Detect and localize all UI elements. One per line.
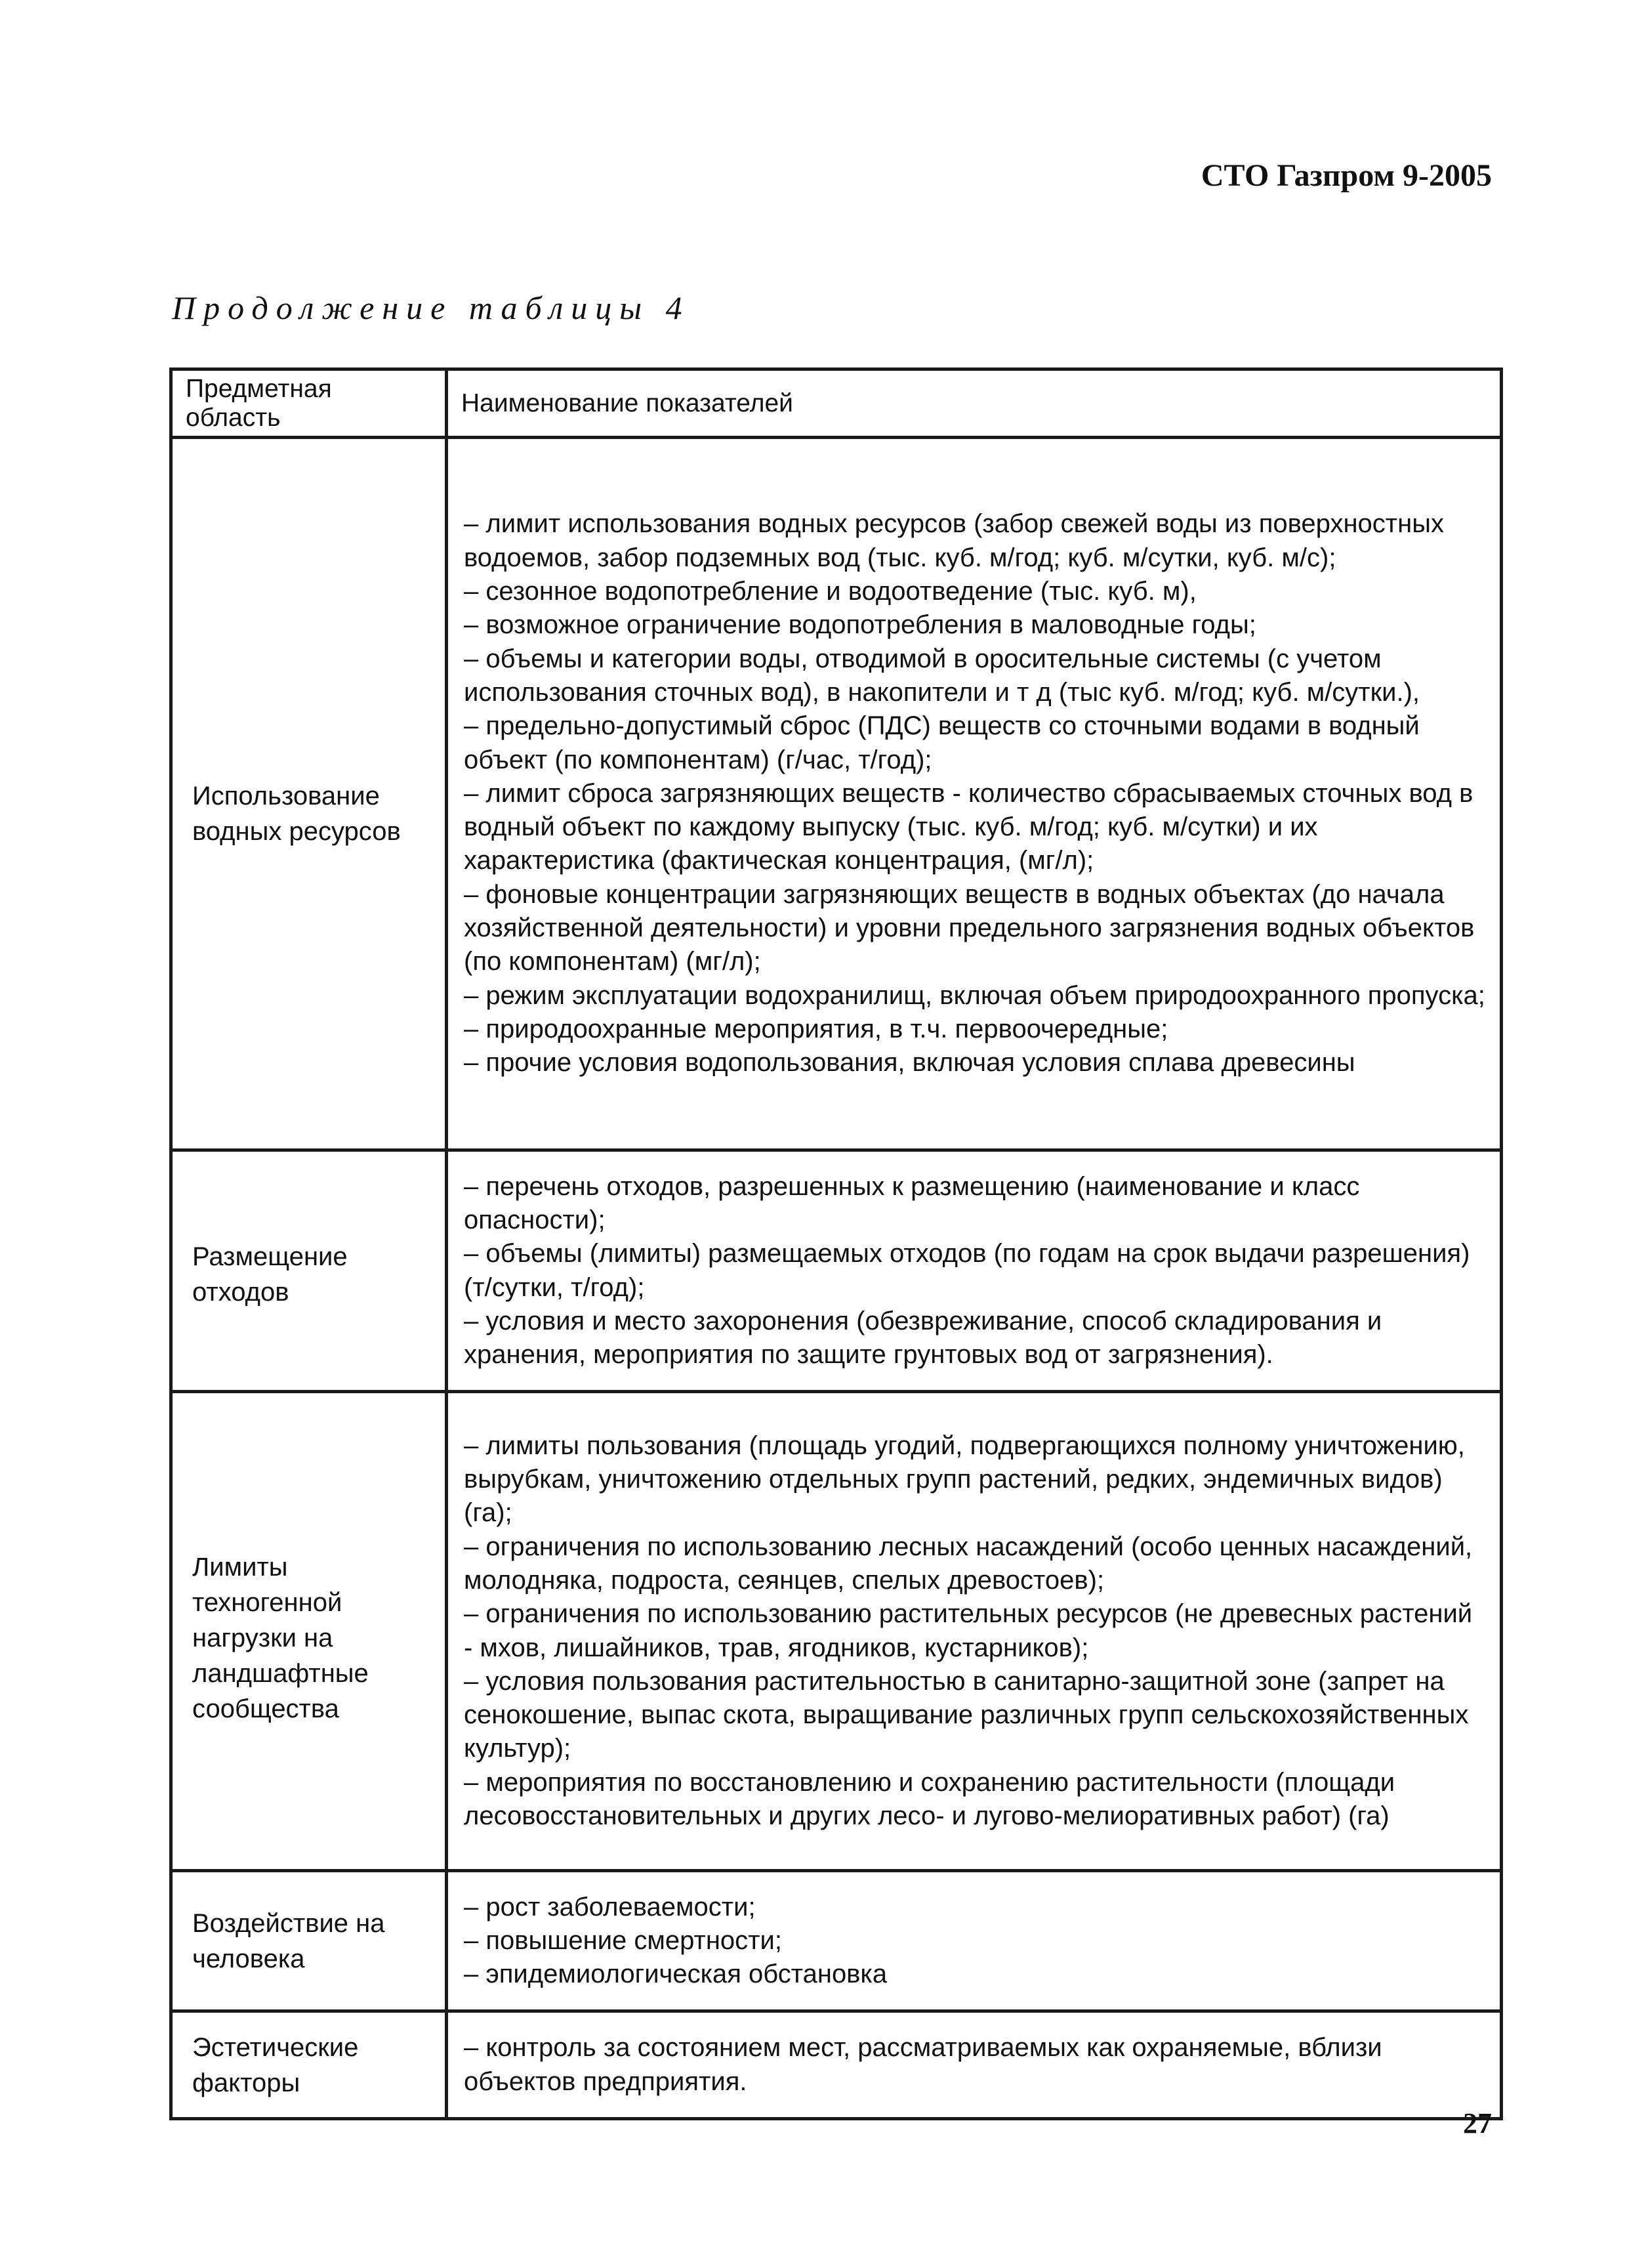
indicator-item: – лимит использования водных ресурсов (забор свежей воды из поверхностных водоемов, забор подземных вод (тыс. куб. м/год; куб. м/сутки, куб. м/с); — [464, 509, 1444, 572]
table-row — [171, 1392, 1502, 1871]
indicators-cell — [447, 1150, 1502, 1392]
indicator-item: – повышение смертности; — [464, 1925, 782, 1955]
indicator-item: – ограничения по использованию лесных насаждений (особо ценных насаждений, молодняка, подроста, сеянцев, спелых древостоев); — [464, 1532, 1473, 1595]
indicator-item: – лимиты пользования (площадь угодий, подвергающихся полному уничтожению, вырубкам, уничтожению отдельных групп растений, редких, эндемичных видов) (га); — [464, 1431, 1465, 1528]
page-number: 27 — [1463, 2107, 1492, 2139]
area-cell: Лимиты техногенной нагрузки на ландшафтные сообщества — [171, 1392, 447, 1871]
area-cell: Размещение отходов — [171, 1150, 447, 1392]
document-code: СТО Газпром 9-2005 — [1201, 158, 1492, 193]
indicator-item: – объемы (лимиты) размещаемых отходов (по годам на срок выдачи разрешения) (т/сутки, т/год); — [464, 1239, 1470, 1302]
indicator-item: – условия пользования растительностью в санитарно-защитной зоне (запрет на сенокошение, выпас скота, выращивание различных групп сельскохозяйственных культур); — [464, 1666, 1469, 1763]
table-row — [171, 2011, 1502, 2119]
indicator-item: – сезонное водопотребление и водоотведение (тыс. куб. м), — [464, 577, 1197, 606]
column-header-area: Предметная область — [171, 369, 447, 438]
indicators-cell — [447, 2011, 1502, 2119]
column-header-indicators: Наименование показателей — [447, 369, 1502, 438]
table-row — [171, 1871, 1502, 2011]
indicator-item: – лимит сброса загрязняющих веществ - количество сбрасываемых сточных вод в водный объект по каждому выпуску (тыс. куб. м/год; куб. м/сутки) и их характеристика (фактическая концентрация, (мг/л); — [464, 778, 1473, 875]
indicators-cell — [447, 1871, 1502, 2011]
indicator-item: – эпидемиологическая обстановка — [464, 1960, 888, 1989]
indicators-cell — [447, 438, 1502, 1150]
indicator-item: – условия и место захоронения (обезвреживание, способ складирования и хранения, мероприятия по защите грунтовых вод от загрязнения). — [464, 1306, 1382, 1370]
indicator-item: – объемы и категории воды, отводимой в оросительные системы (с учетом использования сточных вод), в накопители и т д (тыс куб. м/год; куб. м/сутки.), — [464, 644, 1420, 707]
table-caption: Продолжение таблицы 4 — [172, 289, 690, 326]
indicator-item: – рост заболеваемости; — [464, 1892, 756, 1922]
indicator-item: – прочие условия водопользования, включая условия сплава древесины — [464, 1048, 1355, 1078]
indicator-item: – предельно-допустимый сброс (ПДС) веществ со сточными водами в водный объект (по компонентам) (г/час, т/год); — [464, 711, 1420, 774]
indicator-item: – контроль за состоянием мест, рассматриваемых как охраняемые, вблизи объектов предприятия. — [464, 2033, 1382, 2096]
area-cell: Эстетические факторы — [171, 2011, 447, 2119]
indicators-cell — [447, 1392, 1502, 1871]
indicators-table — [169, 368, 1503, 2120]
table-row — [171, 1150, 1502, 1392]
table-header-row — [171, 369, 1502, 438]
indicator-item: – природоохранные мероприятия, в т.ч. первоочередные; — [464, 1014, 1168, 1043]
area-cell: Воздействие на человека — [171, 1871, 447, 2011]
indicator-item: – мероприятия по восстановлению и сохранению растительности (площади лесовосстановительных и других лесо- и лугово-мелиоративных работ) (га) — [464, 1767, 1395, 1830]
indicator-item: – фоновые концентрации загрязняющих веществ в водных объектах (до начала хозяйственной деятельности) и уровни предельного загрязнения водных объектов (по компонентам) (мг/л); — [464, 879, 1475, 976]
indicator-item: – ограничения по использованию растительных ресурсов (не древесных растений - мхов, лишайников, трав, ягодников, кустарников); — [464, 1599, 1473, 1662]
area-cell: Использование водных ресурсов — [171, 438, 447, 1150]
indicator-item: – режим эксплуатации водохранилищ, включая объем природоохранного пропуска; — [464, 980, 1485, 1010]
indicator-item: – перечень отходов, разрешенных к размещению (наименование и класс опасности); — [464, 1171, 1360, 1234]
table-row — [171, 438, 1502, 1150]
indicator-item: – возможное ограничение водопотребления в маловодные годы; — [464, 610, 1256, 640]
